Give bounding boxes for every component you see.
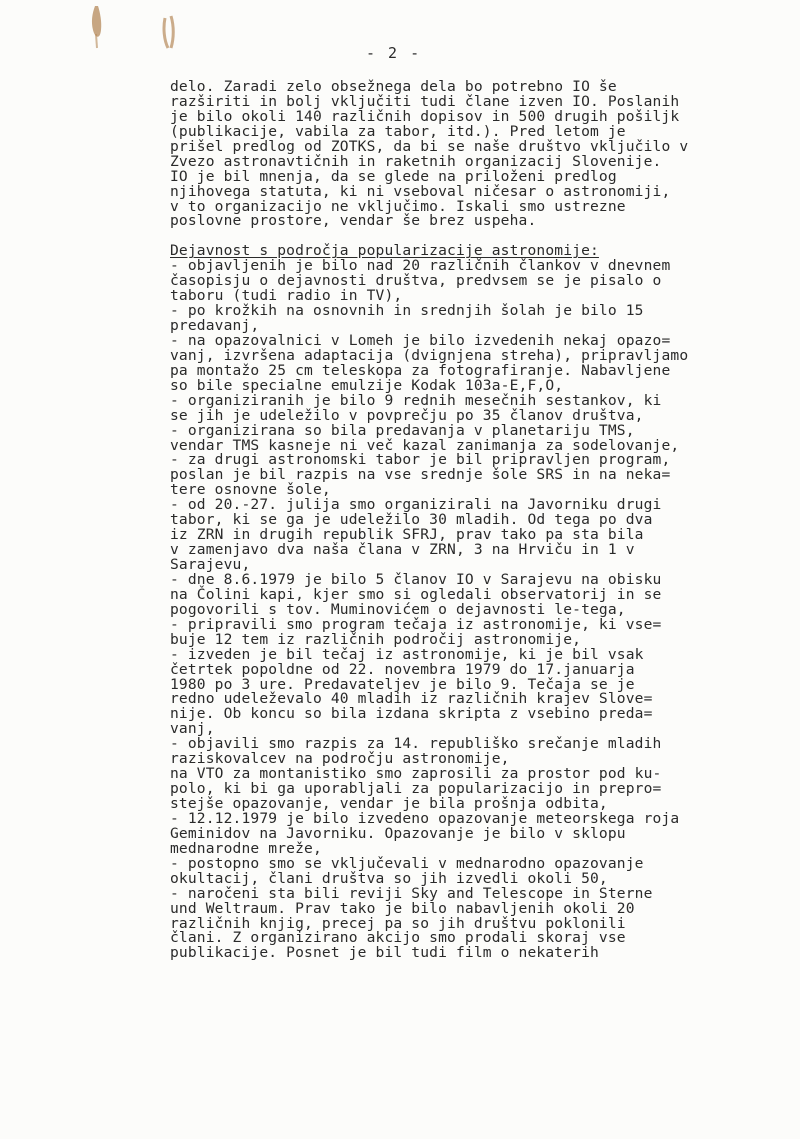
text-line: tabor, ki se ga je udeležilo 30 mladih. Od tega po dva bbox=[170, 511, 653, 529]
text-line: mednarodne mreže, bbox=[170, 839, 322, 857]
text-line: raziskovalcev na področju astronomije, bbox=[170, 750, 510, 768]
text-line: - dne 8.6.1979 je bilo 5 članov IO v Sarajevu na obisku bbox=[170, 570, 662, 588]
text-line: buje 12 tem iz različnih področij astronomije, bbox=[170, 630, 582, 648]
text-line: pogovorili s tov. Muminovićem o dejavnosti le-tega, bbox=[170, 600, 626, 618]
text-line: vanj, bbox=[170, 720, 215, 738]
text-line: - organizirana so bila predavanja v planetariju TMS, bbox=[170, 421, 635, 439]
text-line: vendar TMS kasneje ni več kazal zanimanja za sodelovanje, bbox=[170, 436, 680, 454]
text-line: 1980 po 3 ure. Predavateljev je bilo 9. Tečaja se je bbox=[170, 675, 635, 693]
text-line: njihovega statuta, ki ni vseboval ničesar o astronomiji, bbox=[170, 182, 671, 200]
text-line: - po krožkih na osnovnih in srednjih šolah je bilo 15 bbox=[170, 302, 644, 320]
text-line: - 12.12.1979 je bilo izvedeno opazovanje meteorskega roja bbox=[170, 809, 680, 827]
text-line: - postopno smo se vključevali v mednarodno opazovanje bbox=[170, 854, 644, 872]
text-line: časopisju o dejavnosti društva, predvsem se je pisalo o bbox=[170, 272, 662, 290]
text-line: različnih knjig, precej pa so jih društvu poklonili bbox=[170, 914, 626, 932]
text-line: und Weltraum. Prav tako je bilo nabavljenih okoli 20 bbox=[170, 899, 635, 917]
text-line: okultacij, člani društva so jih izvedli okoli 50, bbox=[170, 869, 608, 887]
text-line: so bile specialne emulzije Kodak 103a-E,F,O, bbox=[170, 376, 564, 394]
text-line: predavanj, bbox=[170, 317, 260, 334]
text-line: na VTO za montanistiko smo zaprosili za prostor pod ku- bbox=[170, 765, 662, 783]
text-line: na Čolini kapi, kjer smo si ogledali observatorij in se bbox=[170, 585, 662, 603]
text-line: stejše opazovanje, vendar je bila prošnja odbita, bbox=[170, 795, 608, 812]
text-line: nije. Ob koncu so bila izdana skripta z vsebino preda= bbox=[170, 705, 653, 723]
text-line: poslovne prostore, vendar še brez uspeha. bbox=[170, 212, 537, 230]
text-line: iz ZRN in drugih republik SFRJ, prav tako pa sta bila bbox=[170, 526, 644, 544]
text-line: - objavili smo razpis za 14. republiško srečanje mladih bbox=[170, 735, 662, 753]
text-line: (publikacije, vabila za tabor, itd.). Pred letom je bbox=[170, 122, 626, 140]
text-line: tere osnovne šole, bbox=[170, 481, 331, 499]
punch-hole-mark bbox=[162, 4, 176, 50]
text-line: četrtek popoldne od 22. novembra 1979 do 17.januarja bbox=[170, 660, 635, 678]
text-line: - objavljenih je bilo nad 20 različnih člankov v dnevnem bbox=[170, 257, 671, 275]
text-line: delo. Zaradi zelo obsežnega dela bo potrebno IO še bbox=[170, 78, 617, 95]
text-line: prišel predlog od ZOTKS, da bi se naše društvo vključilo v bbox=[170, 137, 689, 155]
text-line: pa montažo 25 cm teleskopa za fotografiranje. Nabavljene bbox=[170, 361, 671, 379]
text-line: polo, ki bi ga uporabljali za popularizacijo in prepro= bbox=[170, 780, 662, 798]
text-line: v to organizacijo ne vključimo. Iskali smo ustrezne bbox=[170, 197, 626, 215]
text-line: poslan je bil razpis na vse srednje šole SRS in na neka= bbox=[170, 466, 671, 484]
text-line: se jih je udeležilo v povprečju po 35 članov društva, bbox=[170, 406, 644, 424]
text-line: - od 20.-27. julija smo organizirali na Javorniku drugi bbox=[170, 496, 662, 514]
text-line: - pripravili smo program tečaja iz astronomije, ki vse= bbox=[170, 615, 662, 633]
text-line: Geminidov na Javorniku. Opazovanje je bilo v sklopu bbox=[170, 824, 626, 842]
text-line: IO je bil mnenja, da se glede na priloženi predlog bbox=[170, 167, 617, 185]
text-line: vanj, izvršena adaptacija (dvignjena streha), pripravljamo bbox=[170, 346, 689, 364]
text-line: člani. Z organizirano akcijo smo prodali skoraj vse bbox=[170, 929, 626, 947]
text-line: v zamenjavo dva naša člana v ZRN, 3 na Hrviču in 1 v bbox=[170, 541, 635, 559]
text-line: redno udeleževalo 40 mladih iz različnih krajev Slove= bbox=[170, 690, 653, 708]
text-line: - izveden je bil tečaj iz astronomije, ki je bil vsak bbox=[170, 645, 644, 663]
text-line: Sarajevu, bbox=[170, 556, 251, 573]
text-line: - naročeni sta bili reviji Sky and Telescope in Sterne bbox=[170, 884, 653, 902]
section-heading: Dejavnost s področja popularizacije astronomije: bbox=[170, 242, 599, 260]
punch-hole-mark bbox=[90, 4, 104, 50]
text-line: publikacije. Posnet je bil tudi film o nekaterih bbox=[170, 944, 599, 962]
text-line: - organiziranih je bilo 9 rednih mesečnih sestankov, ki bbox=[170, 391, 662, 409]
text-line: je bilo okoli 140 različnih dopisov in 500 drugih pošiljk bbox=[170, 107, 680, 125]
document-body bbox=[170, 80, 770, 961]
text-line: Zvezo astronavtičnih in raketnih organizacij Slovenije. bbox=[170, 152, 662, 170]
text-line: - na opazovalnici v Lomeh je bilo izvedenih nekaj opazo= bbox=[170, 331, 671, 349]
text-line: - za drugi astronomski tabor je bil pripravljen program, bbox=[170, 451, 671, 469]
text-line: razširiti in bolj vključiti tudi člane izven IO. Poslanih bbox=[170, 92, 680, 110]
text-line: taboru (tudi radio in TV), bbox=[170, 287, 403, 305]
page-number: - 2 - bbox=[366, 44, 422, 62]
